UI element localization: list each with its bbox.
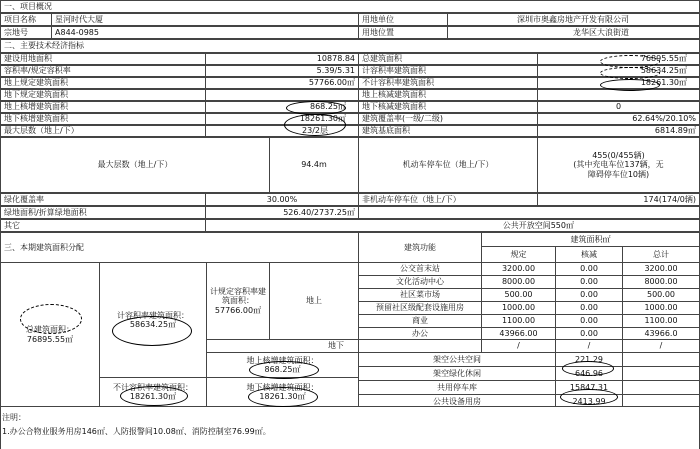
motor-parking-line-3: 障碍停车位10辆) [587, 169, 650, 179]
alloc-non-far-cell [99, 377, 207, 407]
location-value: 龙华区大浪街道 [447, 26, 700, 39]
function-total-value: 1000.00 [622, 301, 700, 315]
far-label: 容积率/规定容积率 [0, 65, 206, 77]
above-rule-value: 57766.00㎡ [205, 77, 359, 89]
green-area-blank [358, 206, 700, 219]
function-reduce-value: 0.00 [555, 314, 623, 328]
function-reduce-value: 0.00 [555, 288, 623, 302]
above-add-label: 地上核增建筑面积 [0, 101, 206, 113]
motor-parking-line-2: (其中充电车位137辆，无 [573, 160, 664, 170]
function-name: 预留社区级配套设施用房 [358, 301, 482, 315]
function-rule-value: 43966.00 [481, 327, 556, 341]
extra-blank [622, 366, 700, 381]
green-label: 绿化覆盖率 [0, 193, 206, 206]
green-area-label: 绿地面积/折算绿地面积 [0, 206, 206, 219]
alloc-far-cell [99, 262, 207, 378]
col-rule-header: 规定 [481, 246, 556, 263]
extra-function-value: 221.29 [555, 352, 623, 367]
slash-cell: / [481, 339, 556, 353]
function-rule-value: 1100.00 [481, 314, 556, 328]
alloc-total-value: 76895.55㎡ [26, 334, 74, 344]
alloc-far-value: 58634.25㎡ [129, 320, 177, 329]
function-name: 文化活动中心 [358, 275, 482, 289]
extra-blank [622, 352, 700, 367]
below-rule-label: 地下规定建筑面积 [0, 89, 206, 101]
extra-function-value: 2413.99 [555, 394, 623, 409]
alloc-non-far-value: 18261.30㎡ [129, 392, 177, 401]
area-header: 建筑面积㎡ [481, 232, 700, 247]
function-reduce-value: 0.00 [555, 275, 623, 289]
land-area-label: 建设用地面积 [0, 53, 206, 65]
above-ground-label: 地上 [269, 262, 359, 340]
alloc-total-label: 总建筑面积： [26, 325, 74, 335]
function-name: 商业 [358, 314, 482, 328]
land-owner-label: 用地单位 [358, 13, 448, 26]
slash-row-blank [358, 339, 482, 353]
far-value: 5.39/5.31 [205, 65, 359, 77]
max-floors-label: 最大层数（地上/下） [0, 137, 270, 193]
col-reduce-header: 核减 [555, 246, 623, 263]
notes-line-1: 1.办公合物业服务用房146㎡、人防报警间10.08㎡、消防控制室76.99㎡。 [2, 427, 271, 436]
coverage-value: 62.64%/20.10% [537, 113, 700, 125]
function-rule-value: 1000.00 [481, 301, 556, 315]
alloc-below-add-label: 地下核增建筑面积： [246, 382, 319, 392]
extra-function-value: 15847.31 [555, 380, 623, 395]
function-reduce-value: 0.00 [555, 327, 623, 341]
below-reduce-value: 0 [537, 101, 700, 113]
function-total-value: 8000.00 [622, 275, 700, 289]
above-reduce-label: 地上核减建筑面积 [358, 89, 538, 101]
function-name: 办公 [358, 327, 482, 341]
below-add-value: 18261.30㎡ [205, 113, 359, 125]
green-area-value: 526.40/2737.25㎡ [205, 206, 359, 219]
alloc-rule-label-2: 筑面积： [222, 296, 254, 306]
function-total-value: 500.00 [622, 288, 700, 302]
function-rule-value: 500.00 [481, 288, 556, 302]
function-rule-value: 3200.00 [481, 262, 556, 276]
above-rule-label: 地上规定建筑面积 [0, 77, 206, 89]
base-area-value: 6814.89㎡ [537, 125, 700, 137]
land-area-value: 10878.84 [205, 53, 359, 65]
floors-value: 23/2层 [205, 125, 359, 137]
total-area-value: 76895.55㎡ [537, 53, 700, 65]
alloc-below-add-cell [206, 377, 359, 407]
far-area-label: 计容积率建筑面积 [358, 65, 538, 77]
motor-parking-label: 机动车停车位（地上/下） [358, 137, 538, 193]
coverage-label: 建筑覆盖率(一级/二级) [358, 113, 538, 125]
project-name-label: 项目名称 [0, 13, 52, 26]
extra-function-name: 架空公共空间 [358, 352, 556, 367]
function-reduce-value: 0.00 [555, 262, 623, 276]
height-value: 94.4m [269, 137, 359, 193]
function-reduce-value: 0.00 [555, 301, 623, 315]
extra-blank [622, 380, 700, 395]
motor-parking-value [537, 137, 700, 193]
section-title-overview: 一、项目概况 [0, 0, 700, 13]
function-total-value: 3200.00 [622, 262, 700, 276]
other-label: 其它 [0, 219, 206, 232]
alloc-non-far-label: 不计容积率建筑面积： [113, 382, 193, 392]
below-add-label: 地下核增建筑面积 [0, 113, 206, 125]
other-value: 公共开放空间550㎡ [205, 219, 700, 232]
non-far-value: 18261.30㎡ [537, 77, 700, 89]
alloc-rule-cell [206, 262, 270, 340]
alloc-far-label: 计容积率建筑面积： [117, 310, 189, 320]
below-ground-label: 地下 [206, 339, 359, 353]
non-far-label: 不计容积率建筑面积 [358, 77, 538, 89]
slash-cell: / [622, 339, 700, 353]
extra-function-name: 公共设备用房 [358, 394, 556, 409]
bike-parking-value: 174(174/0辆) [537, 193, 700, 206]
extra-function-name: 共用停车库 [358, 380, 556, 395]
parcel-no-label: 宗地号 [0, 26, 52, 39]
alloc-above-add-label: 地上核增建筑面积： [246, 355, 319, 365]
alloc-above-add-cell [206, 352, 359, 378]
function-name: 公交首末站 [358, 262, 482, 276]
function-total-value: 43966.0 [622, 327, 700, 341]
col-total-header: 总计 [622, 246, 700, 263]
extra-function-name: 架空绿化休闲 [358, 366, 556, 381]
function-total-value: 1100.00 [622, 314, 700, 328]
project-name-value: 星河时代大厦 [51, 13, 359, 26]
location-label: 用地位置 [358, 26, 448, 39]
motor-parking-line-1: 455(0/455辆) [592, 151, 645, 161]
base-area-label: 建筑基底面积 [358, 125, 538, 137]
function-rule-value: 8000.00 [481, 275, 556, 289]
land-owner-value: 深圳市奥鑫房地产开发有限公司 [447, 13, 700, 26]
bike-parking-label: 非机动车停车位（地上/下） [358, 193, 538, 206]
alloc-below-add-value: 18261.30㎡ [259, 392, 306, 401]
below-rule-value [205, 89, 359, 101]
function-name: 社区菜市场 [358, 288, 482, 302]
alloc-rule-label-1: 计规定容积率建 [210, 287, 266, 297]
green-value: 30.00% [205, 193, 359, 206]
parcel-no-value: A844-0985 [51, 26, 359, 39]
far-area-value: 58634.25㎡ [537, 65, 700, 77]
total-area-label: 总建筑面积 [358, 53, 538, 65]
floors-label: 最大层数（地上/下） [0, 125, 206, 137]
above-reduce-value [537, 89, 700, 101]
above-add-value: 868.25㎡ [205, 101, 359, 113]
notes-title: 注明： [2, 413, 26, 422]
below-reduce-label: 地下核减建筑面积 [358, 101, 538, 113]
alloc-total-cell [0, 262, 100, 407]
slash-cell: / [555, 339, 623, 353]
alloc-rule-value: 57766.00㎡ [214, 305, 262, 315]
section-title-allocation: 三、本期建筑面积分配 [0, 232, 359, 263]
function-header: 建筑功能 [358, 232, 482, 263]
section-title-indicators: 二、主要技术经济指标 [0, 39, 700, 53]
alloc-above-add-value: 868.25㎡ [264, 365, 301, 374]
extra-function-value: 646.96 [555, 366, 623, 381]
